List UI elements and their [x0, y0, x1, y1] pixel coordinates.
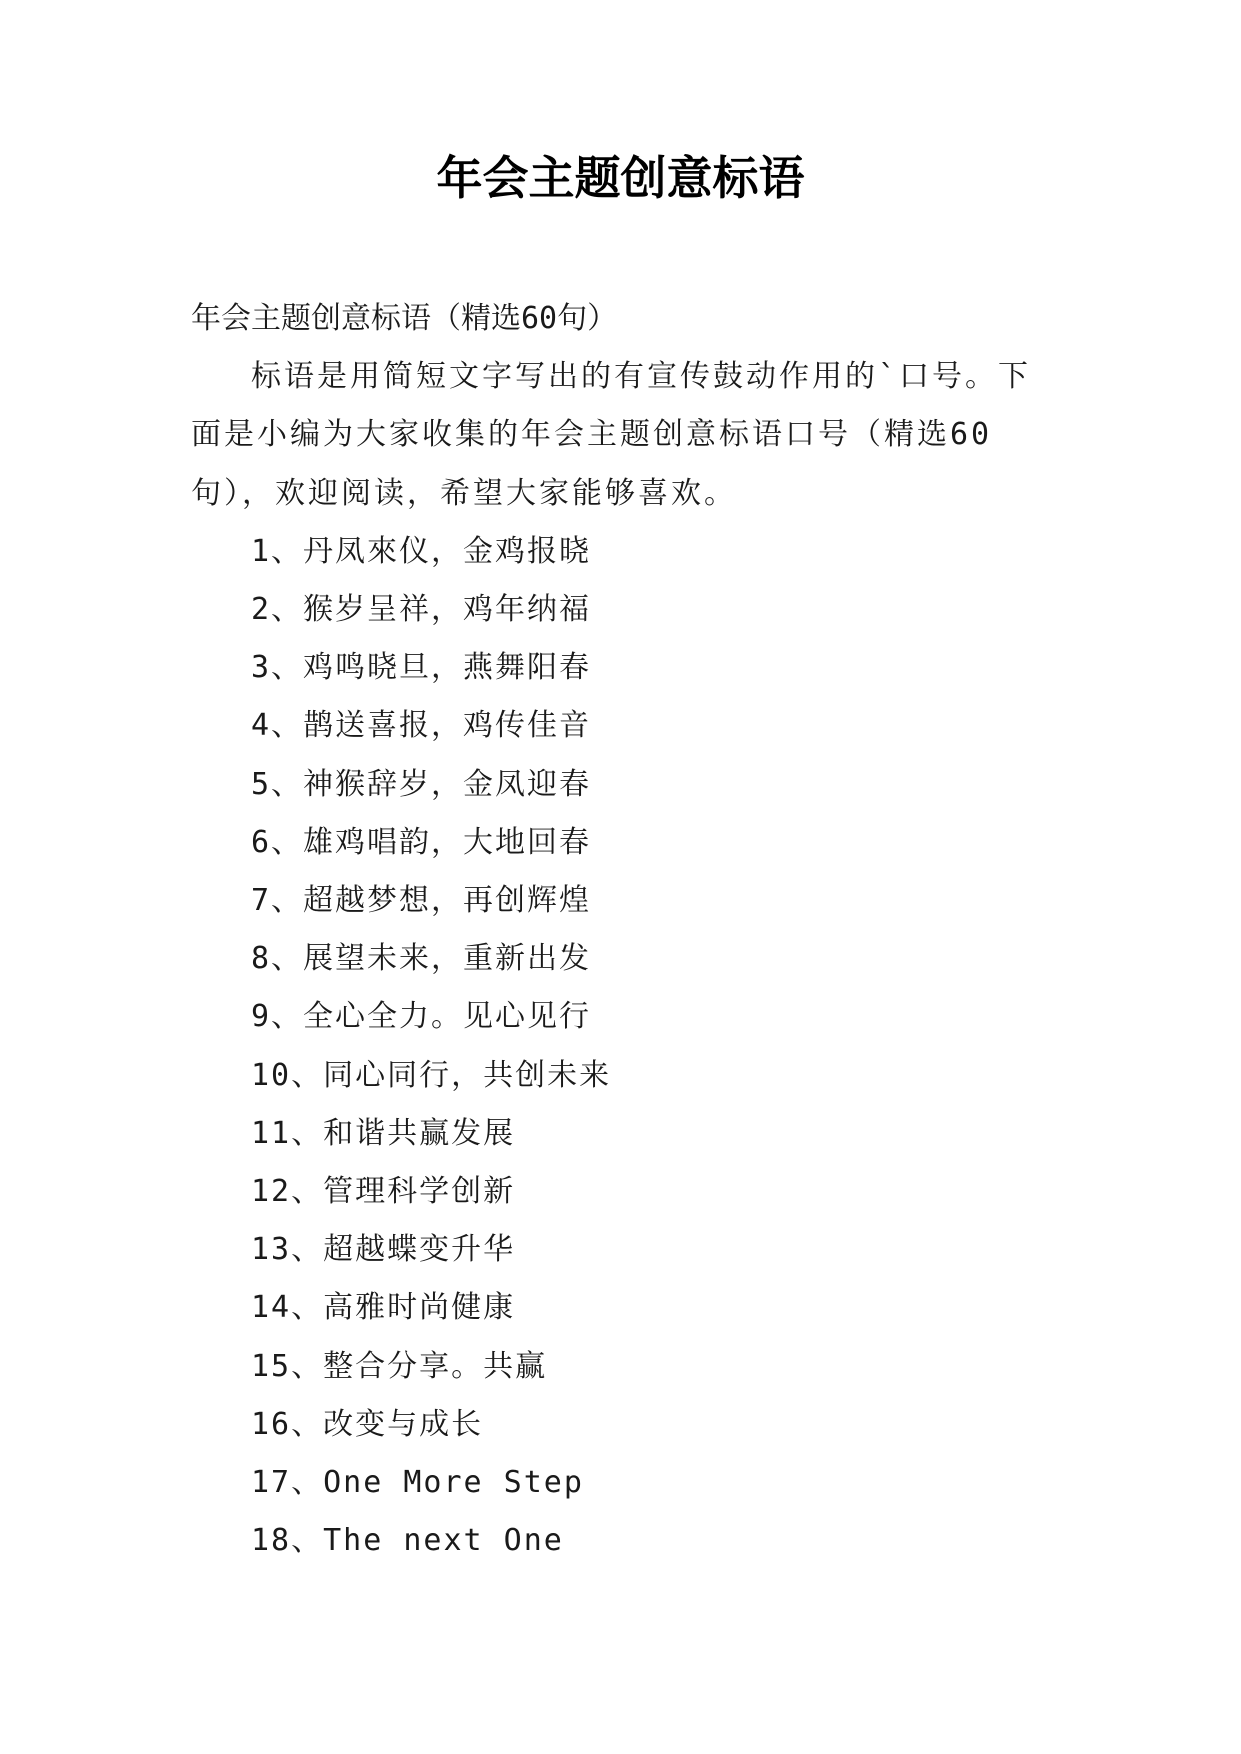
intro-paragraph: 标语是用简短文字写出的有宣传鼓动作用的`口号。下面是小编为大家收集的年会主题创意标语口号（精选60句），欢迎阅读，希望大家能够喜欢。 [191, 359, 1032, 511]
slogan-list [191, 523, 1057, 1571]
slogan-item: 6、雄鸡唱韵，大地回春 [251, 824, 592, 860]
slogan-item: 9、全心全力。见心见行 [251, 999, 592, 1035]
document-body [191, 290, 1057, 1570]
slogan-item: 4、鹊送喜报，鸡传佳音 [251, 708, 592, 744]
slogan-item: 7、超越梦想，再创辉煌 [251, 883, 592, 919]
page-title: 年会主题创意标语 [436, 151, 805, 205]
slogan-item: 10、同心同行，共创未来 [251, 1057, 612, 1093]
slogan-item: 2、猴岁呈祥，鸡年纳福 [251, 592, 592, 628]
slogan-item: 1、丹凤來仪，金鸡报晓 [251, 533, 592, 569]
slogan-item: 11、和谐共赢发展 [251, 1115, 516, 1151]
slogan-item: 16、改变与成长 [251, 1406, 484, 1442]
slogan-item: 17、One More Step [251, 1465, 584, 1501]
slogan-item: 14、高雅时尚健康 [251, 1290, 516, 1326]
document-subtitle: 年会主题创意标语（精选60句） [191, 301, 618, 336]
slogan-item: 13、超越蝶变升华 [251, 1232, 516, 1268]
slogan-item: 3、鸡鸣晓旦，燕舞阳春 [251, 650, 592, 686]
slogan-item: 5、神猴辞岁，金凤迎春 [251, 766, 592, 802]
slogan-item: 12、管理科学创新 [251, 1174, 516, 1210]
slogan-item: 15、整合分享。共赢 [251, 1348, 548, 1384]
slogan-item: 8、展望未来，重新出发 [251, 941, 592, 977]
slogan-item: 18、The next One [251, 1523, 564, 1559]
